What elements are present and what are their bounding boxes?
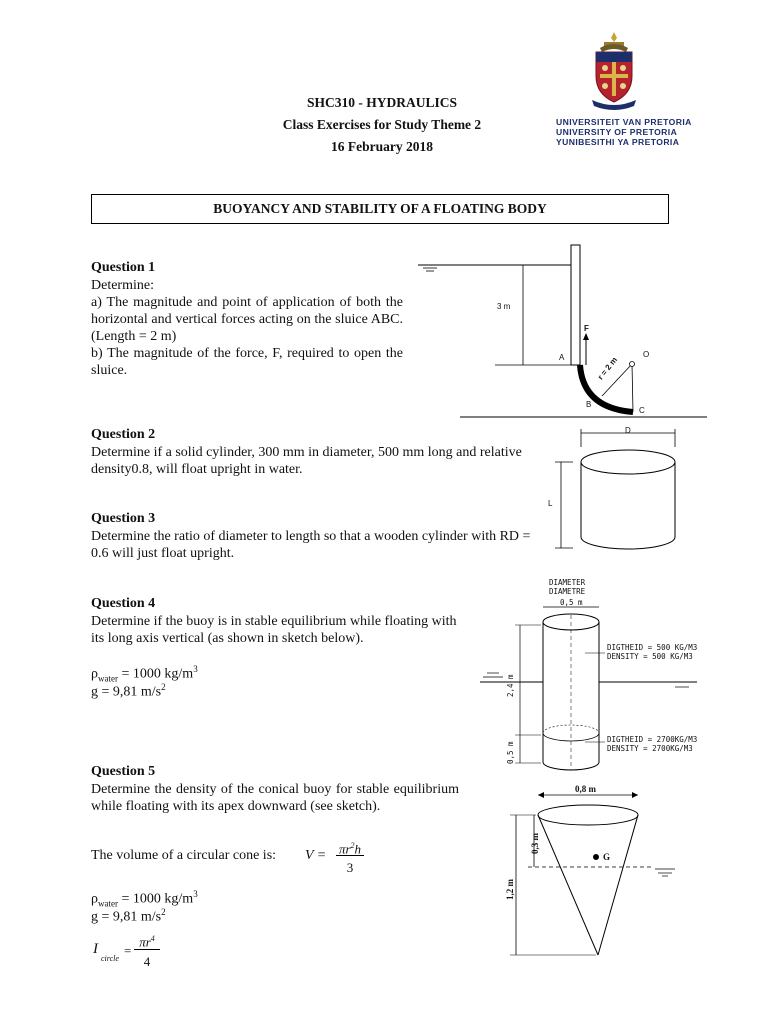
q4-g-value: g = 9,81 m/s: [91, 684, 162, 700]
q4-rho-value: = 1000 kg/m: [118, 666, 194, 682]
q1-line-determine: Determine:: [91, 278, 154, 293]
q4-label-diameter-en: DIAMETRE: [549, 587, 586, 596]
q1-label-c: C: [639, 406, 645, 415]
q5-inertia-numerator: [133, 930, 161, 950]
q5-volume-num-h: h: [354, 841, 362, 857]
q4-rho-exponent: 3: [193, 664, 198, 674]
q5-heading: Question 5: [91, 764, 156, 779]
section-title-box: [91, 194, 669, 224]
q5-label-g: G: [603, 852, 611, 862]
q4-label-upper-en: DENSITY = 500 KG/M3: [607, 652, 693, 661]
q2-label-d: D: [625, 426, 631, 435]
q1-label-b: B: [586, 400, 592, 409]
section-title: BUOYANCY AND STABILITY OF A FLOATING BODY: [213, 201, 547, 216]
q1-heading: Question 1: [91, 260, 156, 275]
document-date: 16 February 2018: [331, 139, 433, 154]
q5-inertia-equals: =: [124, 943, 132, 958]
q5-inertia-letter: I: [93, 941, 98, 957]
q5-volume-text: The volume of a circular cone is:: [91, 848, 277, 863]
q5-gravity: [91, 904, 166, 926]
q2-text: Determine if a solid cylinder, 300 mm in diameter, 500 mm long and relative density0.8, will float upright in water.: [91, 445, 522, 477]
q5-inertia-denominator: 4: [143, 954, 151, 969]
q4-label-height-upper: 2,4 m: [506, 674, 515, 697]
university-name-en: UNIVERSITY OF PRETORIA: [556, 127, 678, 137]
q4-gravity: [91, 679, 166, 701]
exercise-subtitle: Class Exercises for Study Theme 2: [282, 117, 482, 132]
q5-rho-value: = 1000 kg/m: [118, 891, 194, 907]
q4-label-dia-value: 0,5 m: [560, 598, 583, 607]
q5-inertia-num-exp: 4: [150, 934, 155, 943]
q4-label-upper-af: DIGTHEID = 500 KG/M3: [607, 643, 698, 652]
q4-rho-symbol: ρ: [91, 666, 98, 682]
q5-label-height: 1,2 m: [505, 879, 515, 900]
q1-part-b: b) The magnitude of the force, F, required to open the sluice.: [91, 346, 403, 378]
q5-g-value: g = 9,81 m/s: [91, 909, 162, 925]
q5-cone-diagram: [500, 785, 700, 965]
q1-label-o: O: [643, 350, 650, 359]
university-name-zu: YUNIBESITHI YA PRETORIA: [556, 137, 680, 147]
q4-label-height-lower: 0,5 m: [506, 741, 515, 764]
q5-volume-denominator: 3: [346, 860, 354, 875]
q5-volume-v: V =: [305, 848, 327, 863]
q5-rho-exponent: 3: [193, 889, 198, 899]
q4-g-exponent: 2: [161, 682, 166, 692]
q5-g-exponent: 2: [161, 907, 166, 917]
q5-label-side: 0,3 m: [530, 833, 540, 854]
q1-label-a: A: [559, 353, 565, 362]
q5-volume-num-exp: 2: [350, 841, 355, 850]
q5-volume-num-pi: πr: [338, 841, 351, 857]
q1-sluice-diagram: [415, 240, 715, 425]
course-title: SHC310 - HYDRAULICS: [306, 95, 458, 110]
q4-label-diameter-af: DIAMETER: [549, 578, 586, 587]
q1-label-depth: 3 m: [497, 302, 511, 311]
q2-label-l: L: [548, 499, 553, 508]
university-crest-icon: [590, 30, 638, 110]
q1-label-radius: r = 2 m: [596, 355, 620, 382]
q4-label-lower-en: DENSITY = 2700KG/M3: [607, 744, 693, 753]
q5-rho-subscript: water: [98, 898, 118, 909]
q1-label-force: F: [584, 324, 589, 333]
q5-text: Determine the density of the conical buoy for stable equilibrium while floating with its apex downward (see sketch).: [91, 782, 459, 814]
q5-volume-fraction-bar: [336, 855, 364, 856]
q1-part-a: a) The magnitude and point of application of both the horizontal and vertical forces acting on the sluice ABC. (Length = 2 m): [91, 295, 403, 344]
q2-heading: Question 2: [91, 427, 156, 442]
q5-inertia-num-pi: πr: [139, 934, 151, 950]
q4-rho-subscript: water: [98, 673, 118, 684]
q5-rho-symbol: ρ: [91, 891, 98, 907]
q2-cylinder-diagram: [545, 425, 685, 555]
q3-heading: Question 3: [91, 511, 156, 526]
q5-label-top: 0,8 m: [575, 784, 596, 794]
q4-text: Determine if the buoy is in stable equilibrium while floating with its long axis vertical (as shown in sketch below).: [91, 614, 457, 646]
q4-label-lower-af: DIGTHEID = 2700KG/M3: [607, 735, 698, 744]
q5-inertia-fraction-bar: [134, 949, 160, 950]
q3-text: Determine the ratio of diameter to length so that a wooden cylinder with RD = 0.6 will just float upright.: [91, 529, 531, 561]
q4-heading: Question 4: [91, 596, 156, 611]
q5-inertia-subscript: circle: [101, 954, 119, 963]
university-name-af: UNIVERSITEIT VAN PRETORIA: [556, 117, 692, 127]
